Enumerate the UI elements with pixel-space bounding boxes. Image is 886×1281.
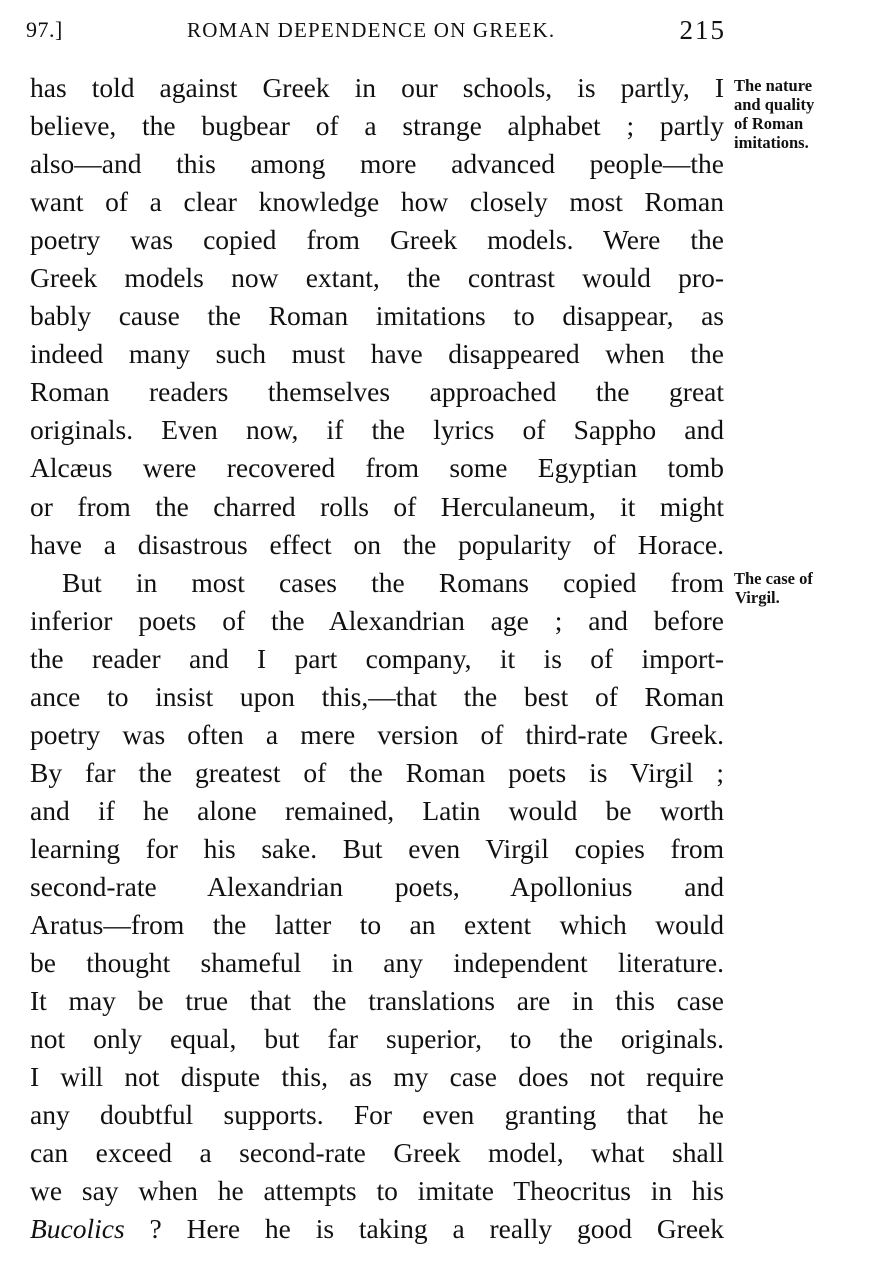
- text-line: or from the charred rolls of Herculaneum, it might: [30, 490, 724, 522]
- text-line: want of a clear knowledge how closely most Roman: [30, 186, 724, 218]
- text-line: It may be true that the translations are in this case: [30, 985, 724, 1017]
- text-line: can exceed a second-rate Greek model, what shall: [30, 1137, 724, 1169]
- text-line: bably cause the Roman imitations to disappear, as: [30, 300, 724, 332]
- body-text: [30, 69, 724, 1248]
- text-line: also—and this among more advanced people—the: [30, 148, 724, 180]
- text-line: not only equal, but far superior, to the originals.: [30, 1023, 724, 1055]
- text-line: poetry was copied from Greek models. Were the: [30, 224, 724, 256]
- text-line: have a disastrous effect on the popularity of Horace.: [30, 528, 724, 560]
- text-line: be thought shameful in any independent literature.: [30, 947, 724, 979]
- sidenote-nature-of-imitations: The nature and quality of Roman imitations.: [734, 76, 815, 152]
- text-line: I will not dispute this, as my case does not require: [30, 1061, 724, 1093]
- text-line: By far the greatest of the Roman poets is Virgil ;: [30, 756, 724, 788]
- sidenote-case-of-virgil: The case of Virgil.: [734, 569, 813, 607]
- bucolics-title: Bucolics: [30, 1213, 125, 1245]
- page-number: 215: [679, 14, 726, 45]
- text-line: Greek models now extant, the contrast would pro-: [30, 262, 724, 294]
- text-line: Roman readers themselves approached the great: [30, 376, 724, 408]
- running-title: ROMAN DEPENDENCE ON GREEK.: [186, 17, 556, 42]
- text-line: has told against Greek in our schools, is partly, I: [30, 72, 724, 103]
- text-line: any doubtful supports. For even granting that he: [30, 1099, 724, 1131]
- text-line: we say when he attempts to imitate Theocritus in his: [30, 1175, 724, 1207]
- text-line: originals. Even now, if the lyrics of Sappho and: [30, 414, 724, 446]
- section-number: 97.]: [26, 17, 63, 42]
- text-line: Bucolics ? Here he is taking a really good Greek: [30, 1213, 724, 1245]
- text-line: Alcæus were recovered from some Egyptian tomb: [30, 452, 724, 484]
- text-line: learning for his sake. But even Virgil copies from: [30, 832, 724, 864]
- text-line: and if he alone remained, Latin would be worth: [30, 794, 724, 826]
- running-head: [26, 12, 726, 48]
- text-line: second-rate Alexandrian poets, Apollonius and: [30, 870, 724, 902]
- text-line: indeed many such must have disappeared when the: [30, 338, 724, 370]
- text-line: Aratus—from the latter to an extent which would: [30, 909, 724, 941]
- text-line: the reader and I part company, it is of import-: [30, 642, 724, 674]
- text-line: poetry was often a mere version of third-rate Greek.: [30, 718, 724, 750]
- paragraph-start-line: But in most cases the Romans copied from: [62, 566, 724, 598]
- text-line: ance to insist upon this,—that the best of Roman: [30, 680, 724, 712]
- text-line: inferior poets of the Alexandrian age ; and before: [30, 604, 724, 636]
- text-line: believe, the bugbear of a strange alphabet ; partly: [30, 110, 724, 142]
